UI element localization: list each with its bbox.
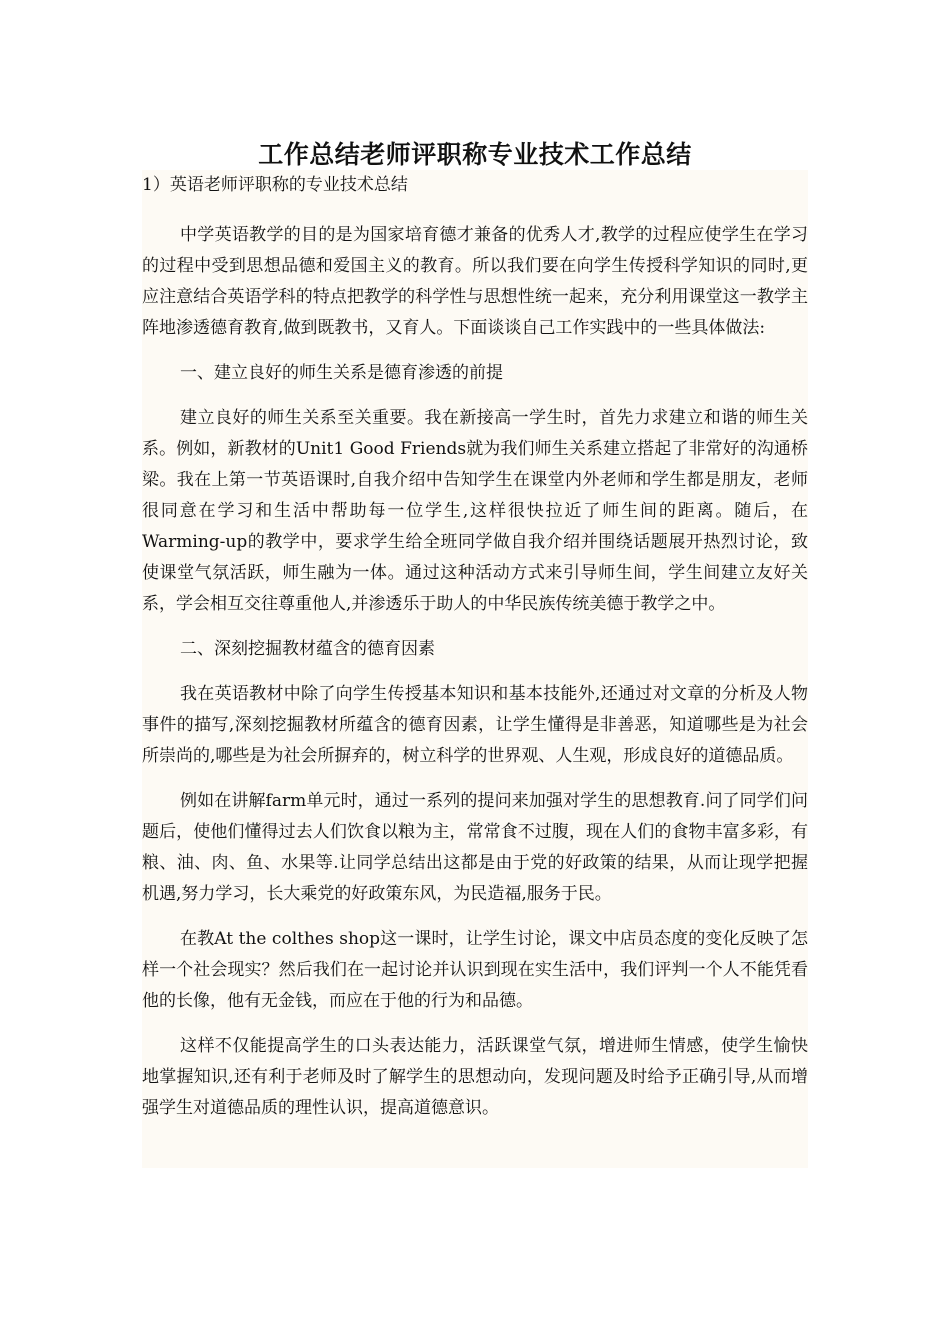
spacer: [142, 620, 808, 634]
spacer: [142, 910, 808, 924]
section-subheading: 1）英语老师评职称的专业技术总结: [142, 175, 408, 195]
spacer: [142, 1017, 808, 1031]
document-body: [142, 170, 808, 1168]
section-heading-1: 一、建立良好的师生关系是德育渗透的前提: [180, 363, 503, 383]
spacer: [142, 344, 808, 358]
spacer: [142, 389, 808, 403]
spacer: [142, 200, 808, 220]
paragraph-materials: 我在英语教材中除了向学生传授基本知识和基本技能外,还通过对文章的分析及人物事件的描写,深刻挖掘教材所蕴含的德育因素，让学生懂得是非善恶，知道哪些是为社会所崇尚的,哪些是为社会所摒弃的，树立科学的世界观、人生观，形成良好的道德品质。: [142, 684, 808, 766]
paragraph-intro: 中学英语教学的目的是为国家培育德才兼备的优秀人才,教学的过程应使学生在学习的过程中受到思想品德和爱国主义的教育。所以我们要在向学生传授科学知识的同时,更应注意结合英语学科的特点把教学的科学性与思想性统一起来，充分利用课堂这一教学主阵地渗透德育教育,做到既教书，又育人。下面谈谈自己工作实践中的一些具体做法:: [142, 225, 808, 338]
spacer: [142, 772, 808, 786]
section-heading-2: 二、深刻挖掘教材蕴含的德育因素: [180, 639, 435, 659]
paragraph-conclusion: 这样不仅能提高学生的口头表达能力，活跃课堂气氛，增进师生情感，使学生愉快地掌握知识,还有利于老师及时了解学生的思想动向，发现问题及时给予正确引导,从而增强学生对道德品质的理性认识，提高道德意识。: [142, 1036, 808, 1118]
spacer: [142, 665, 808, 679]
document-title: 工作总结老师评职称专业技术工作总结: [258, 140, 692, 169]
paragraph-farm-example: 例如在讲解farm单元时，通过一系列的提问来加强对学生的思想教育.问了同学们问题后，使他们懂得过去人们饮食以粮为主，常常食不过腹，现在人们的食物丰富多彩，有粮、油、肉、鱼、水果等.让同学总结出这都是由于党的好政策的结果，从而让现学把握机遇,努力学习，长大乘党的好政策东风，为民造福,服务于民。: [142, 791, 808, 904]
paragraph-clothes-shop: 在教At the colthes shop这一课时，让学生讨论，课文中店员态度的变化反映了怎样一个社会现实？然后我们在一起讨论并认识到现在实生活中，我们评判一个人不能凭看他的长像，他有无金钱，而应在于他的行为和品德。: [142, 929, 808, 1011]
paragraph-relationship: 建立良好的师生关系至关重要。我在新接高一学生时，首先力求建立和谐的师生关系。例如，新教材的Unit1 Good Friends就为我们师生关系建立搭起了非常好的沟通桥梁。我在上第一节英语课时,自我介绍中告知学生在课堂内外老师和学生都是朋友，老师很同意在学习和生活中帮助每一位学生,这样很快拉近了师生间的距离。随后，在Warming-up的教学中，要求学生给全班同学做自我介绍并围绕话题展开热烈讨论，致使课堂气氛活跃，师生融为一体。通过这种活动方式来引导师生间，学生间建立友好关系，学会相互交往尊重他人,并渗透乐于助人的中华民族传统美德于教学之中。: [142, 408, 808, 614]
